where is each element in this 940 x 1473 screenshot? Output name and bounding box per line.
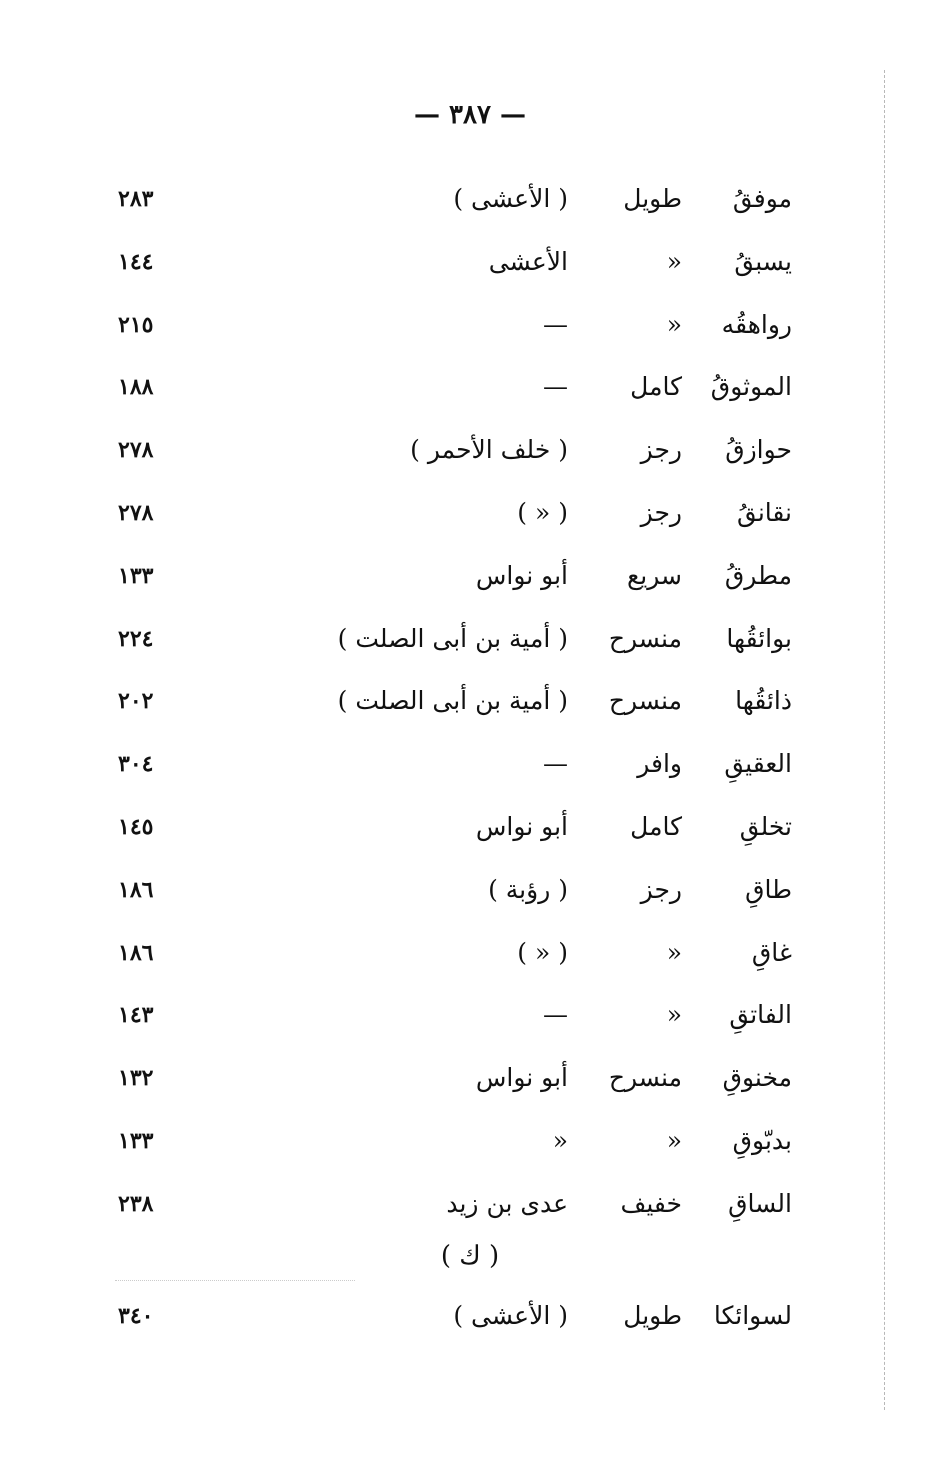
meter: خفيف — [620, 1188, 682, 1218]
page-reference: ٢١٥ — [118, 311, 154, 338]
index-row — [0, 356, 940, 419]
meter: طويل — [623, 184, 682, 213]
meter: طويل — [623, 1301, 682, 1330]
page-reference: ١٤٤ — [118, 248, 154, 275]
meter: « — [666, 309, 682, 339]
poet: ( رؤبة ) — [488, 874, 568, 904]
rhyme-word: رواهقُه — [721, 309, 792, 339]
meter: سريع — [626, 560, 682, 590]
rhyme-word: بوائقُها — [726, 623, 792, 653]
meter: رجز — [640, 497, 682, 527]
page-reference: ٢٨٣ — [118, 186, 154, 212]
poet: عدى بن زيد — [446, 1188, 568, 1218]
poet: أبو نواس — [475, 1063, 568, 1093]
rhyme-word: بدبّوقِ — [732, 1125, 792, 1155]
page-number: — ٣٨٧ — — [413, 100, 527, 130]
poet: — — [543, 309, 568, 339]
poet: الأعشى — [488, 246, 568, 276]
index-row — [0, 231, 940, 294]
index-row — [0, 1285, 940, 1347]
poet: أبو نواس — [475, 560, 568, 590]
poet: ( خلف الأحمر ) — [410, 435, 568, 465]
page-reference: ٢٧٨ — [118, 437, 154, 464]
poet: ( الأعشى ) — [453, 184, 568, 213]
rhyme-word: تخلقِ — [739, 811, 792, 841]
rhyme-word: يسبقُ — [734, 246, 792, 276]
meter: « — [666, 246, 682, 276]
page-reference: ١٤٣ — [118, 1002, 154, 1029]
page-reference: ١٣٣ — [118, 1127, 154, 1154]
index-row — [0, 796, 940, 859]
page-reference: ٢٧٨ — [118, 499, 154, 526]
index-table — [0, 168, 940, 1236]
poet: ( أمية بن أبى الصلت ) — [337, 686, 568, 716]
index-row — [0, 670, 940, 733]
index-row — [0, 1110, 940, 1173]
rhyme-word: مطرقُ — [724, 560, 792, 590]
rhyme-word: نقانقُ — [736, 497, 792, 527]
section-heading: ( ك ) — [440, 1241, 500, 1271]
index-row — [0, 859, 940, 922]
divider — [115, 1280, 355, 1281]
index-row — [0, 482, 940, 545]
meter: كامل — [630, 811, 682, 841]
meter: « — [666, 937, 682, 967]
poet: — — [543, 749, 568, 779]
page-reference: ٣٤٠ — [118, 1303, 154, 1329]
rhyme-word: لسوائكا — [713, 1301, 792, 1330]
meter: كامل — [630, 372, 682, 402]
page-reference: ٢٣٨ — [118, 1190, 154, 1217]
poet: أبو نواس — [475, 811, 568, 841]
meter: وافر — [637, 749, 682, 779]
rhyme-word: غاقِ — [751, 937, 792, 967]
rhyme-word: مخنوقِ — [722, 1063, 792, 1093]
index-row — [0, 168, 940, 231]
rhyme-word: الساقِ — [728, 1188, 792, 1218]
rhyme-word: طاقِ — [745, 874, 792, 904]
page-reference: ١٨٦ — [118, 939, 154, 966]
poet: — — [543, 1000, 568, 1030]
index-row — [0, 545, 940, 608]
index-row — [0, 608, 940, 671]
index-row — [0, 419, 940, 482]
index-row — [0, 984, 940, 1047]
page-reference: ١٣٢ — [118, 1065, 154, 1092]
meter: منسرح — [608, 1063, 682, 1093]
meter: رجز — [640, 435, 682, 465]
page-reference: ٢٠٢ — [118, 688, 154, 715]
meter: رجز — [640, 874, 682, 904]
rhyme-word: موفقُ — [732, 184, 792, 213]
meter: « — [666, 1125, 682, 1155]
page-reference: ١٨٦ — [118, 876, 154, 903]
meter: منسرح — [608, 623, 682, 653]
rhyme-word: العقيقِ — [724, 749, 792, 779]
rhyme-word: الفاتقِ — [729, 1000, 792, 1030]
page-reference: ١٨٨ — [118, 374, 154, 401]
poet: « — [552, 1125, 568, 1155]
poet: — — [543, 372, 568, 402]
meter: « — [666, 1000, 682, 1030]
page-reference: ١٤٥ — [118, 813, 154, 840]
index-row — [0, 1047, 940, 1110]
page-reference: ٣٠٤ — [118, 751, 154, 778]
index-row — [0, 294, 940, 357]
index-row — [0, 733, 940, 796]
poet: ( الأعشى ) — [453, 1301, 568, 1330]
poet: ( أمية بن أبى الصلت ) — [337, 623, 568, 653]
rhyme-word: الموثوقُ — [710, 372, 792, 402]
page-reference: ٢٢٤ — [118, 625, 154, 652]
page-reference: ١٣٣ — [118, 562, 154, 589]
index-row — [0, 922, 940, 985]
poet: ( « ) — [517, 497, 568, 527]
rhyme-word: ذائقُها — [735, 686, 792, 716]
rhyme-word: حوازقُ — [725, 435, 792, 465]
poet: ( « ) — [517, 937, 568, 967]
meter: منسرح — [608, 686, 682, 716]
